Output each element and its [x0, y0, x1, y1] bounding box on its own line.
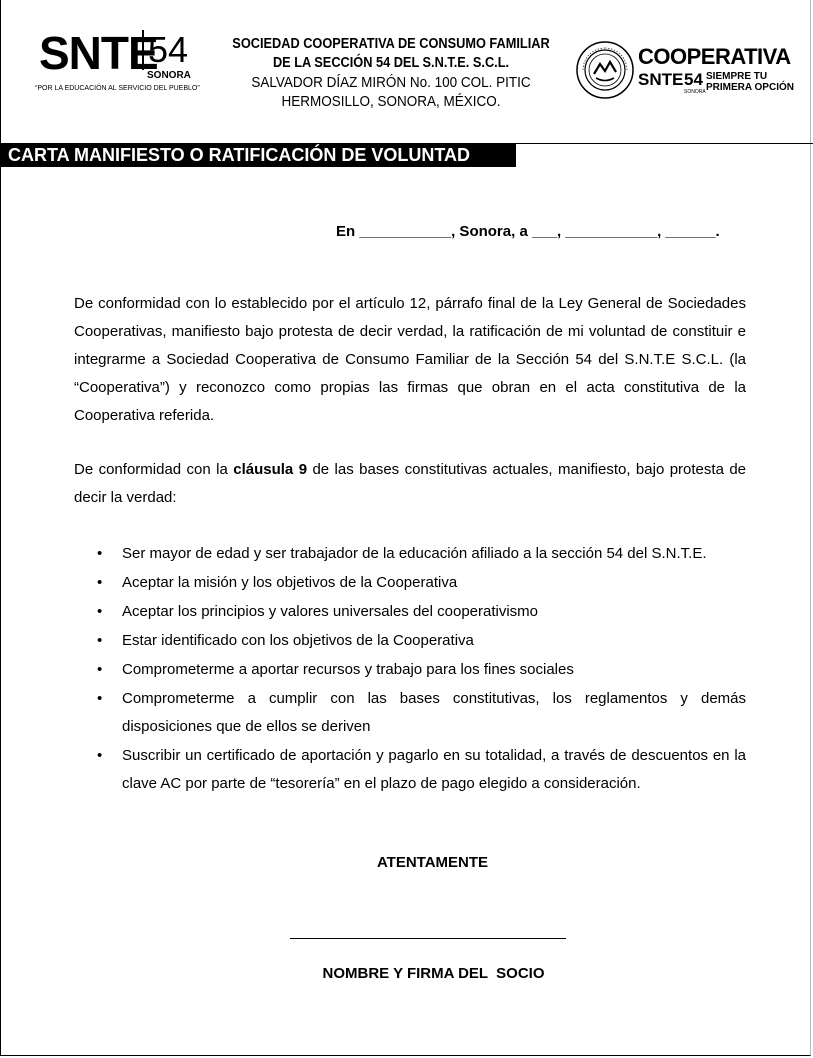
cooperativa-snte: SNTE	[638, 70, 684, 89]
signature-line	[290, 938, 566, 939]
paragraph-ratification: De conformidad con lo establecido por el artículo 12, párrafo final de la Ley General de Sociedades Cooperativas, manifiesto bajo protesta de decir verdad, la ratificación de mi voluntad de constituir e integrarme a Sociedad Cooperativa de Consumo Familiar de la Sección 54 del S.N.T.E S.C.L. (la “Cooperativa”) y reconozco como propias las firmas que obran en el acta constitutiva de la Cooperativa referida.	[74, 295, 746, 424]
list-item: • Aceptar los principios y valores universales del cooperativismo	[122, 598, 746, 626]
cooperativa-number: 54	[684, 70, 703, 89]
clause-text-after: de las bases constitutivas actuales, manifiesto, bajo protesta de decir la verdad:	[74, 461, 747, 506]
snte-number: 54	[142, 30, 188, 70]
list-item: • Comprometerme a aportar recursos y trabajo para los fines sociales	[122, 656, 746, 684]
snte-state: SONORA	[147, 70, 191, 81]
snte-slogan: “POR LA EDUCACIÓN AL SERVICIO DEL PUEBLO”	[35, 85, 200, 92]
list-item: • Aceptar la misión y los objetivos de la Cooperativa	[122, 569, 746, 597]
cooperativa-seal-icon	[575, 40, 635, 100]
clause-reference: cláusula 9	[233, 461, 308, 478]
organization-heading	[201, 35, 581, 111]
paragraph-clause	[74, 456, 746, 512]
closing-text: ATENTAMENTE	[376, 854, 489, 871]
org-name-line1: SOCIEDAD COOPERATIVA DE CONSUMO FAMILIAR	[232, 36, 550, 52]
list-item: • Suscribir un certificado de aportación y pagarlo en su totalidad, a través de descuentos en la clave AC por parte de “tesorería” en el plazo de pago elegido a consideración.	[122, 742, 746, 798]
date-place-line: En ___________, Sonora, a ___, ___________, ______.	[336, 223, 720, 240]
tagline-line1: SIEMPRE TU	[706, 71, 768, 82]
clause-text-before: De conformidad con la	[74, 461, 234, 478]
signature-label: NOMBRE Y FIRMA DEL SOCIO	[322, 965, 545, 982]
snte-54-logo	[35, 27, 200, 100]
org-address-line1: SALVADOR DÍAZ MIRÓN No. 100 COL. PITIC	[251, 74, 531, 91]
document-title: CARTA MANIFIESTO O RATIFICACIÓN DE VOLUNTAD	[1, 144, 516, 167]
cooperativa-wordmark: COOPERATIVA	[638, 44, 791, 69]
tagline-line2: PRIMERA OPCIÓN	[706, 82, 794, 93]
cooperativa-logo	[575, 40, 795, 102]
requirements-list	[74, 540, 746, 799]
cooperativa-state: SONORA	[684, 89, 706, 95]
org-name-line2: DE LA SECCIÓN 54 DEL S.N.T.E. S.C.L.	[272, 55, 510, 71]
list-item: • Ser mayor de edad y ser trabajador de la educación afiliado a la sección 54 del S.N.T.E.	[122, 540, 746, 568]
list-item: • Estar identificado con los objetivos de la Cooperativa	[122, 627, 746, 655]
snte-wordmark: SNTE	[39, 27, 158, 79]
org-address-line2: HERMOSILLO, SONORA, MÉXICO.	[281, 93, 501, 110]
cooperativa-tagline	[706, 71, 794, 93]
list-item: • Comprometerme a cumplir con las bases constitutivas, los reglamentos y demás disposiciones que de ellos se deriven	[122, 685, 746, 741]
